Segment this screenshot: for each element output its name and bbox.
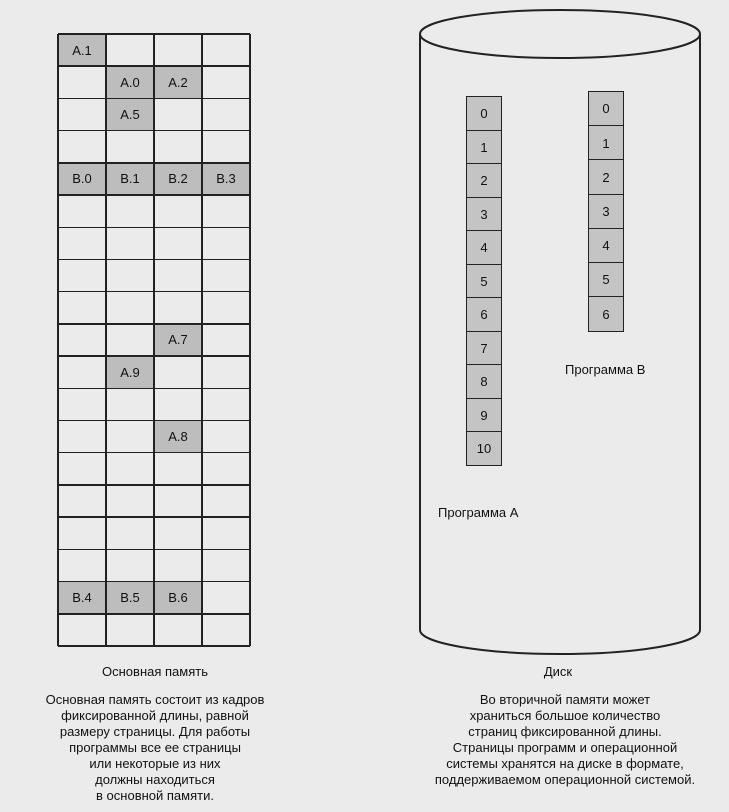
memory-frame-filled: B.2 — [154, 163, 202, 195]
program-page: 2 — [466, 163, 502, 198]
program-page: 2 — [588, 159, 624, 195]
memory-frame-filled: A.7 — [154, 324, 202, 356]
memory-frame-filled: A.8 — [154, 421, 202, 453]
program-a-label: Программа А — [438, 505, 519, 520]
memory-frame-filled: B.4 — [58, 582, 106, 614]
memory-frame-filled: A.9 — [106, 356, 154, 388]
program-b-label: Программа В — [565, 362, 646, 377]
disk-bottom-rim — [420, 630, 700, 654]
program-page: 5 — [466, 264, 502, 299]
memory-frame-filled: A.5 — [106, 98, 154, 130]
memory-frame-filled: A.2 — [154, 66, 202, 98]
program-page: 5 — [588, 262, 624, 298]
main-memory-title: Основная память — [102, 664, 208, 679]
program-page: 0 — [588, 91, 624, 127]
program-page: 6 — [466, 297, 502, 332]
memory-frame-filled: B.1 — [106, 163, 154, 195]
disk-caption: Во вторичной памяти может храниться большое количество страниц фиксированной длины. Страницы программ и операционной системы хранятся на диске в формате, поддерживаемом операционной системой. — [434, 692, 696, 787]
disk-title: Диск — [543, 664, 573, 679]
memory-frame-filled: B.5 — [106, 582, 154, 614]
program-page: 0 — [466, 96, 502, 131]
program-page: 8 — [466, 364, 502, 399]
disk-top-rim — [420, 10, 700, 58]
memory-frame-filled: B.3 — [202, 163, 250, 195]
memory-frame-filled: B.0 — [58, 163, 106, 195]
main-memory-caption: Основная память состоит из кадров фиксированной длины, равной размеру страницы. Для работы программы все ее страницы или некоторые из них должны находиться в основной памяти. — [45, 692, 265, 803]
program-page: 1 — [588, 125, 624, 161]
program-page: 4 — [466, 230, 502, 265]
memory-frame-filled: A.1 — [58, 34, 106, 66]
program-page: 4 — [588, 228, 624, 264]
memory-frame-filled: B.6 — [154, 582, 202, 614]
program-page: 7 — [466, 331, 502, 366]
program-page: 3 — [466, 197, 502, 232]
memory-frame-filled: A.0 — [106, 66, 154, 98]
program-page: 6 — [588, 296, 624, 332]
program-page: 10 — [466, 431, 502, 466]
program-page: 9 — [466, 398, 502, 433]
program-page: 1 — [466, 130, 502, 165]
program-page: 3 — [588, 194, 624, 230]
